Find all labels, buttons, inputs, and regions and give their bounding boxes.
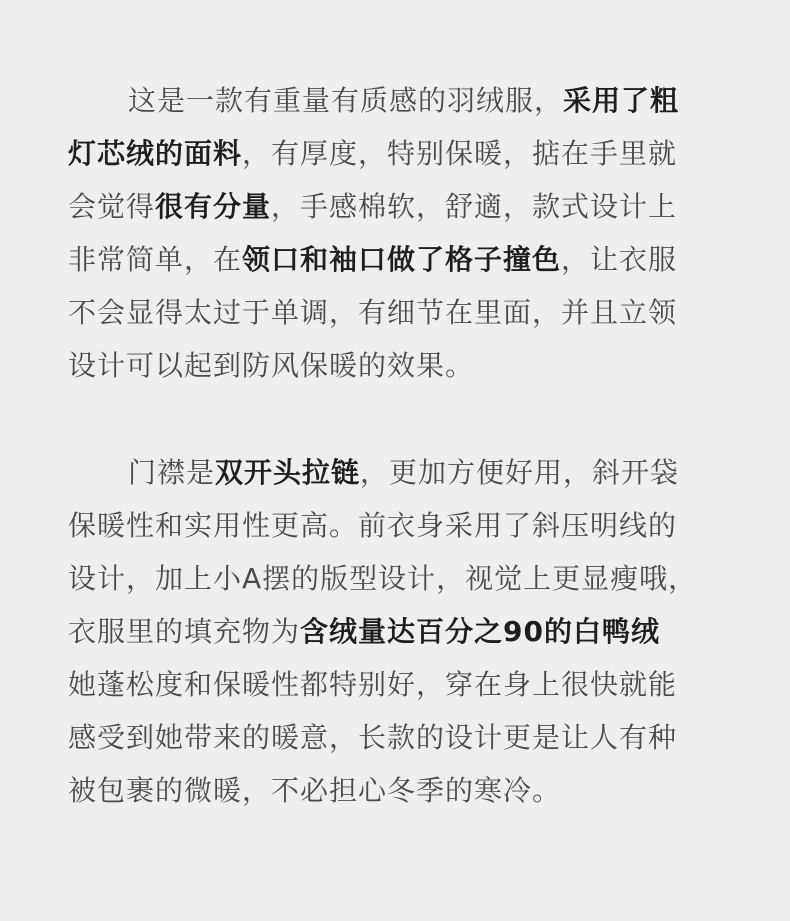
- body-text: ，手感棉软，舒適，款式设计上: [271, 190, 678, 223]
- body-text: 保暖性和实用性更高。前衣身采用了斜压明线的: [68, 509, 678, 542]
- text-line: [68, 286, 728, 339]
- text-line: [68, 339, 728, 392]
- body-text: 设计，加上小A摆的版型设计，视觉上更显瘦哦，: [68, 562, 698, 595]
- body-text: 这是一款有重量有质感的羽绒服，: [128, 84, 564, 117]
- body-text: 感受到她带来的暖意，长款的设计更是让人有种: [68, 721, 678, 754]
- body-text: ，有厚度，特别保暖，掂在手里就: [242, 137, 678, 170]
- text-line: [68, 499, 728, 552]
- text-line: [68, 233, 728, 286]
- bold-text: 双开头拉链: [215, 456, 361, 489]
- bold-text: 领口和袖口做了格子撞色: [242, 243, 562, 276]
- bold-text: 采用了粗: [563, 84, 680, 117]
- body-text: 不会显得太过于单调，有细节在里面，并且立领: [68, 296, 678, 329]
- text-line: [68, 74, 728, 127]
- body-text: 被包裹的微暖，不必担心冬季的寒冷。: [68, 774, 562, 807]
- text-line: [68, 658, 728, 711]
- bold-text: 灯芯绒的面料: [68, 137, 243, 170]
- text-line: [68, 764, 728, 817]
- text-line: [68, 446, 728, 499]
- bold-text: 很有分量: [155, 190, 272, 223]
- body-text: ，让衣服: [561, 243, 678, 276]
- text-line: [68, 605, 728, 658]
- text-line: [68, 552, 728, 605]
- body-text: 门襟是: [128, 456, 216, 489]
- body-text: 非常简单，在: [68, 243, 243, 276]
- body-text: 设计可以起到防风保暖的效果。: [68, 349, 475, 382]
- body-text: ，更加方便好用，斜开袋: [360, 456, 680, 489]
- paragraph-2: [68, 446, 728, 817]
- body-text: 会觉得: [68, 190, 156, 223]
- text-line: [68, 127, 728, 180]
- body-text: 她蓬松度和保暖性都特别好，穿在身上很快就能: [68, 668, 678, 701]
- paragraph-1: [68, 74, 728, 392]
- bold-text: 含绒量达百分之90的白鸭绒: [300, 615, 660, 648]
- body-text: 衣服里的填充物为: [68, 615, 301, 648]
- text-line: [68, 180, 728, 233]
- text-line: [68, 711, 728, 764]
